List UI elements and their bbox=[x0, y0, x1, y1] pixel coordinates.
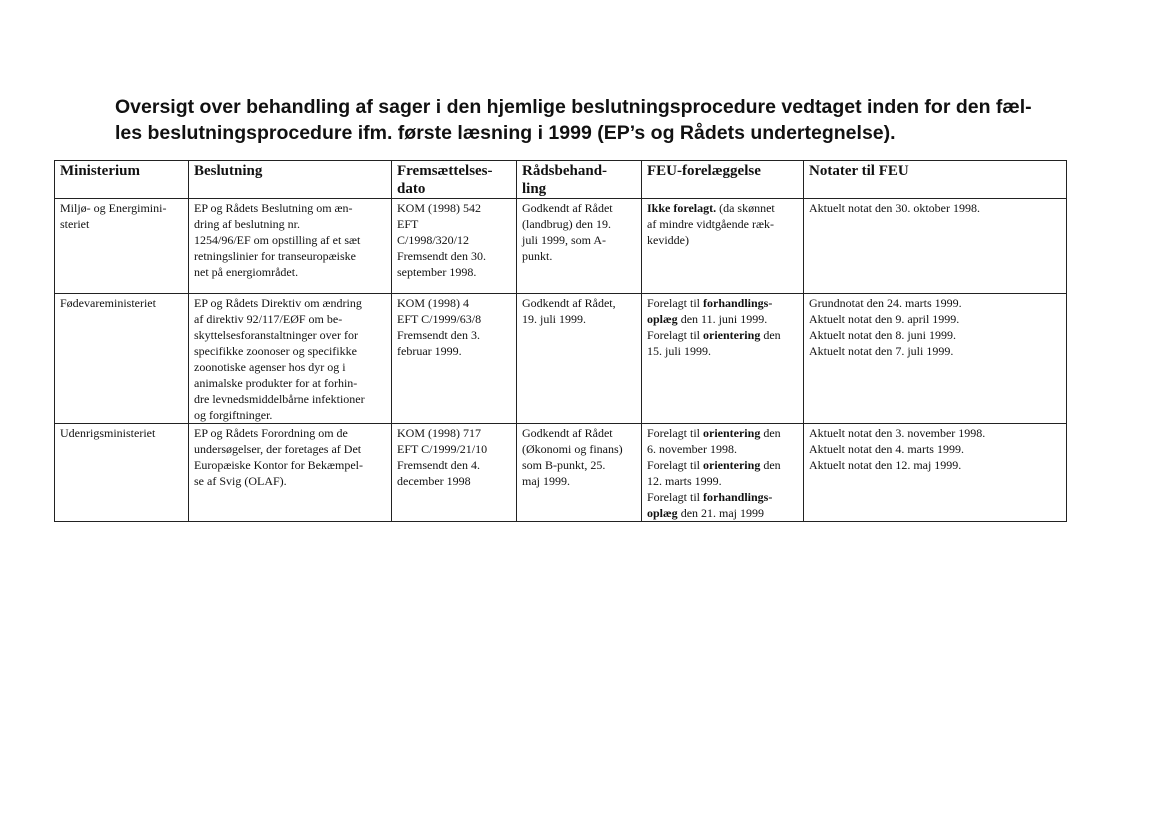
cell-line: 1254/96/EF om opstilling af et sæt bbox=[194, 233, 361, 247]
cell-beslutning bbox=[189, 294, 392, 424]
text-run: (da skønnet bbox=[716, 201, 775, 215]
table-row bbox=[55, 424, 1067, 522]
cell-line: Aktuelt notat den 8. juni 1999. bbox=[809, 328, 956, 342]
header-raadsbehandling: Rådsbehand- ling bbox=[517, 161, 642, 199]
cell-line: som B-punkt, 25. bbox=[522, 458, 606, 472]
cell-feu-forelaeggelse bbox=[642, 199, 804, 294]
title-line: Oversigt over behandling af sager i den hjemlige beslutningsprocedure vedtaget inden for den fæl- bbox=[115, 96, 1032, 118]
cell-line: animalske produkter for at forhin- bbox=[194, 376, 358, 390]
cell-line: EFT C/1999/63/8 bbox=[397, 312, 482, 326]
cell-line: EP og Rådets Forordning om de bbox=[194, 426, 348, 440]
bold-text: forhandlings- bbox=[703, 296, 773, 310]
cell-line bbox=[647, 343, 798, 359]
cell-line: retningslinier for transeuropæiske bbox=[194, 249, 356, 263]
cell-line: Fødevareministeriet bbox=[60, 296, 156, 310]
cell-line bbox=[647, 489, 798, 505]
cell-line: Aktuelt notat den 3. november 1998. bbox=[809, 426, 986, 440]
bold-text: orientering bbox=[703, 458, 761, 472]
cell-line: og forgiftninger. bbox=[194, 408, 273, 422]
header-feu-forelaeggelse: FEU-forelæggelse bbox=[642, 161, 804, 199]
cell-fremsaettelse bbox=[392, 199, 517, 294]
cell-ministerium bbox=[55, 294, 189, 424]
cell-fremsaettelse bbox=[392, 294, 517, 424]
text-run: den bbox=[760, 458, 781, 472]
cell-line bbox=[647, 311, 798, 327]
cell-line: EFT bbox=[397, 217, 419, 231]
header-row bbox=[55, 161, 1067, 199]
cell-line: zoonotiske agenser hos dyr og i bbox=[194, 360, 346, 374]
text-run: 12. marts 1999. bbox=[647, 474, 722, 488]
text-run: Forelagt til bbox=[647, 328, 703, 342]
cell-line bbox=[647, 457, 798, 473]
header-notater-til-feu: Notater til FEU bbox=[804, 161, 1067, 199]
text-run: kevidde) bbox=[647, 233, 689, 247]
bold-text: orientering bbox=[703, 328, 761, 342]
cell-line bbox=[647, 425, 798, 441]
cell-line: maj 1999. bbox=[522, 474, 570, 488]
cell-line: skyttelsesforanstaltninger over for bbox=[194, 328, 358, 342]
cell-line: Godkendt af Rådet bbox=[522, 201, 613, 215]
cell-line bbox=[647, 473, 798, 489]
cell-notater bbox=[804, 424, 1067, 522]
text-run: Forelagt til bbox=[647, 458, 703, 472]
cell-line: februar 1999. bbox=[397, 344, 462, 358]
cell-line bbox=[647, 295, 798, 311]
cell-line: punkt. bbox=[522, 249, 553, 263]
document-title bbox=[115, 94, 1045, 146]
cell-line: Aktuelt notat den 12. maj 1999. bbox=[809, 458, 962, 472]
cell-line: se af Svig (OLAF). bbox=[194, 474, 287, 488]
text-run: Forelagt til bbox=[647, 296, 703, 310]
cell-line: Fremsendt den 30. bbox=[397, 249, 486, 263]
cell-raadsbehandling bbox=[517, 199, 642, 294]
cell-line: (Økonomi og finans) bbox=[522, 442, 623, 456]
bold-text: oplæg bbox=[647, 506, 678, 520]
cell-line: Grundnotat den 24. marts 1999. bbox=[809, 296, 962, 310]
cell-line: juli 1999, som A- bbox=[522, 233, 607, 247]
cell-beslutning bbox=[189, 199, 392, 294]
text-run: 15. juli 1999. bbox=[647, 344, 712, 358]
cell-line: dre levnedsmiddelbårne infektioner bbox=[194, 392, 365, 406]
cell-raadsbehandling bbox=[517, 294, 642, 424]
cell-line: Fremsendt den 4. bbox=[397, 458, 480, 472]
cell-line bbox=[647, 200, 798, 216]
text-run: den 11. juni 1999. bbox=[677, 312, 768, 326]
title-line: les beslutningsprocedure ifm. første læsning i 1999 (EP’s og Rådets undertegnelse). bbox=[115, 122, 896, 144]
cell-line: EP og Rådets Beslutning om æn- bbox=[194, 201, 353, 215]
bold-text: Ikke forelagt. bbox=[647, 201, 717, 215]
cell-raadsbehandling bbox=[517, 424, 642, 522]
bold-text: oplæg bbox=[647, 312, 678, 326]
cell-line: december 1998 bbox=[397, 474, 471, 488]
header-ministerium: Ministerium bbox=[55, 161, 189, 199]
cell-feu-forelaeggelse bbox=[642, 294, 804, 424]
cell-line: (landbrug) den 19. bbox=[522, 217, 611, 231]
cell-line: Aktuelt notat den 4. marts 1999. bbox=[809, 442, 964, 456]
cell-line: EP og Rådets Direktiv om ændring bbox=[194, 296, 362, 310]
cell-line: Aktuelt notat den 30. oktober 1998. bbox=[809, 201, 980, 215]
cell-line: C/1998/320/12 bbox=[397, 233, 470, 247]
text-run: Forelagt til bbox=[647, 426, 703, 440]
cell-line: Godkendt af Rådet, bbox=[522, 296, 616, 310]
cell-fremsaettelse bbox=[392, 424, 517, 522]
cell-beslutning bbox=[189, 424, 392, 522]
cell-line: specifikke zoonoser og specifikke bbox=[194, 344, 357, 358]
cell-line bbox=[647, 327, 798, 343]
cell-ministerium bbox=[55, 424, 189, 522]
header-fremsaettelsesdato: Fremsættelses- dato bbox=[392, 161, 517, 199]
cell-line: 19. juli 1999. bbox=[522, 312, 587, 326]
bold-text: forhandlings- bbox=[703, 490, 773, 504]
cell-line: Europæiske Kontor for Bekæmpel- bbox=[194, 458, 363, 472]
cell-feu-forelaeggelse bbox=[642, 424, 804, 522]
cell-line: af direktiv 92/117/EØF om be- bbox=[194, 312, 343, 326]
cell-line: Godkendt af Rådet bbox=[522, 426, 613, 440]
text-run: Forelagt til bbox=[647, 490, 703, 504]
cell-line: dring af beslutning nr. bbox=[194, 217, 300, 231]
cell-line: net på energiområdet. bbox=[194, 265, 299, 279]
cell-line bbox=[647, 505, 798, 521]
header-beslutning: Beslutning bbox=[189, 161, 392, 199]
cell-notater bbox=[804, 294, 1067, 424]
cell-line: steriet bbox=[60, 217, 90, 231]
cell-notater bbox=[804, 199, 1067, 294]
cell-line: september 1998. bbox=[397, 265, 477, 279]
text-run: den 21. maj 1999 bbox=[677, 506, 765, 520]
cell-line bbox=[647, 441, 798, 457]
table-row bbox=[55, 199, 1067, 294]
cell-line: Fremsendt den 3. bbox=[397, 328, 480, 342]
cell-line bbox=[647, 216, 798, 232]
cell-line: KOM (1998) 542 bbox=[397, 201, 481, 215]
cell-line: undersøgelser, der foretages af Det bbox=[194, 442, 362, 456]
bold-text: orientering bbox=[703, 426, 761, 440]
text-run: den bbox=[760, 328, 781, 342]
text-run: 6. november 1998. bbox=[647, 442, 737, 456]
text-run: den bbox=[760, 426, 781, 440]
cell-line: Aktuelt notat den 9. april 1999. bbox=[809, 312, 960, 326]
cell-line: KOM (1998) 717 bbox=[397, 426, 481, 440]
cell-line: EFT C/1999/21/10 bbox=[397, 442, 488, 456]
overview-table bbox=[54, 160, 1067, 522]
cell-line bbox=[647, 232, 798, 248]
cell-line: Aktuelt notat den 7. juli 1999. bbox=[809, 344, 954, 358]
cell-line: Udenrigsministeriet bbox=[60, 426, 156, 440]
cell-ministerium bbox=[55, 199, 189, 294]
cell-line: KOM (1998) 4 bbox=[397, 296, 469, 310]
table-row bbox=[55, 294, 1067, 424]
text-run: af mindre vidtgående ræk- bbox=[647, 217, 774, 231]
cell-line: Miljø- og Energimini- bbox=[60, 201, 167, 215]
